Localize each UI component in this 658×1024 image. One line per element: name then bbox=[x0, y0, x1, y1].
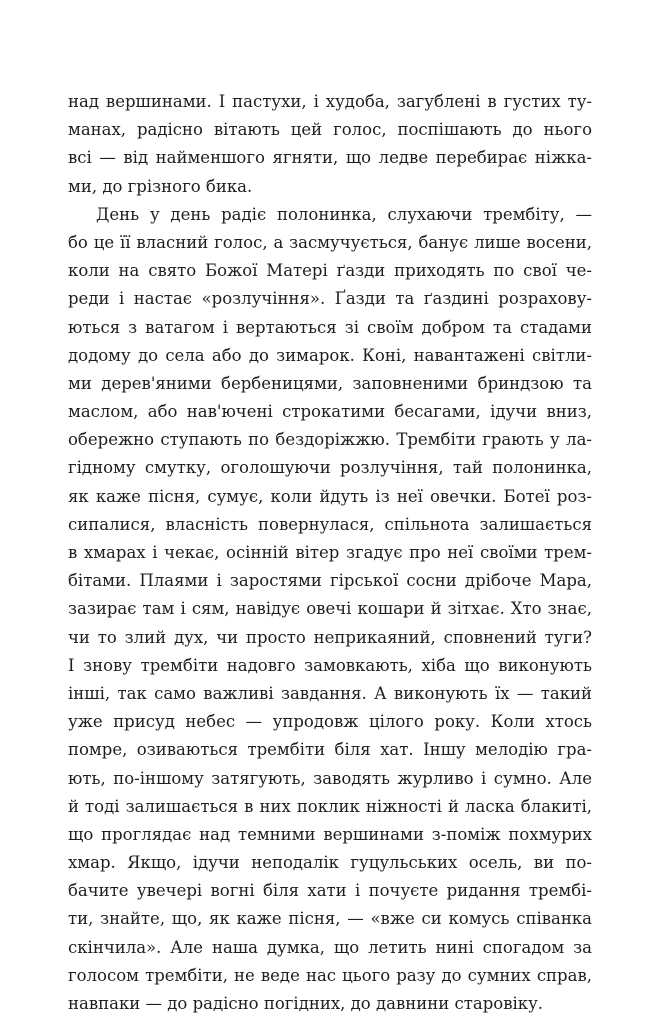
text-line: гідному смутку, оголошуючи розлучіння, тай полонинка, bbox=[68, 458, 592, 478]
text-line: голосом трембіти, не веде нас цього разу до сумних справ, bbox=[68, 965, 592, 985]
text-line: реди і настає «розлучіння». Ґазди та ґаздині розрахову- bbox=[68, 289, 592, 309]
text-line: в хмарах і чекає, осінній вітер згадує про неї своїми трем- bbox=[68, 543, 592, 562]
text-line: навпаки — до радісно погідних, до давнини старовіку. bbox=[68, 994, 544, 1013]
text-line: інші, так само важливі завдання. А виконують їх — такий bbox=[68, 683, 592, 703]
text-line: бачите увечері вогні біля хати і почуєте ридання трембі- bbox=[68, 881, 592, 901]
text-line: всі — від найменшого ягняти, що ледве перебирає ніжка- bbox=[68, 148, 592, 168]
text-line: додому до села або до зимарок. Коні, навантажені світли- bbox=[68, 345, 592, 365]
text-line: маслом, або нав'ючені строкатими бесагами, ідучи вниз, bbox=[68, 402, 592, 422]
text-line: ють, по-іншому затягують, заводять журливо і сумно. Але bbox=[68, 768, 592, 788]
text-line: обережно ступають по бездоріжжю. Трембіти грають у ла- bbox=[68, 430, 592, 450]
text-line: бітами. Плаями і заростями гірської сосни дрібоче Мара, bbox=[68, 571, 592, 591]
text-line: ються з ватагом і вертаються зі своїм добром та стадами bbox=[68, 317, 592, 337]
paragraph bbox=[68, 201, 592, 1018]
text-line: уже присуд небес — упродовж цілого року. Коли хтось bbox=[68, 712, 592, 732]
text-line: скінчила». Але наша думка, що летить нині спогадом за bbox=[68, 937, 592, 957]
text-line: І знову трембіти надовго замовкають, хіба що виконують bbox=[68, 655, 592, 675]
book-page-text bbox=[68, 88, 592, 1018]
text-line: що проглядає над темними вершинами з-поміж похмурих bbox=[68, 824, 592, 844]
text-line: хмар. Якщо, ідучи неподалік гуцульських осель, ви по- bbox=[68, 853, 592, 873]
text-line: як каже пісня, сумує, коли йдуть із неї овечки. Ботеї роз- bbox=[68, 486, 592, 506]
text-line: помре, озиваються трембіти біля хат. Іншу мелодію гра- bbox=[68, 740, 592, 760]
text-line: бо це її власний голос, а засмучується, банує лише восени, bbox=[68, 232, 592, 252]
text-line: ти, знайте, що, як каже пісня, — «вже си комусь співанка bbox=[68, 909, 592, 929]
text-line: манах, радісно вітають цей голос, поспішають до нього bbox=[68, 120, 592, 140]
text-line: ми, до грізного бика. bbox=[68, 176, 253, 196]
text-line: коли на свято Божої Матері ґазди приходять по свої че- bbox=[68, 261, 592, 281]
text-line: сипалися, власність повернулася, спільнота залишається bbox=[68, 514, 592, 534]
paragraph bbox=[68, 88, 592, 201]
text-line: чи то злий дух, чи просто неприкаяний, сповнений туги? bbox=[68, 627, 592, 647]
text-line: зазирає там і сям, навідує овечі кошари й зітхає. Хто знає, bbox=[68, 599, 592, 619]
text-line: День у день радіє полонинка, слухаючи трембіту, — bbox=[96, 204, 592, 224]
text-line: над вершинами. І пастухи, і худоба, загублені в густих ту- bbox=[68, 92, 592, 111]
text-line: й тоді залишається в них поклик ніжності й ласка блакиті, bbox=[68, 796, 592, 816]
text-line: ми дерев'яними бербеницями, заповненими бриндзою та bbox=[68, 373, 592, 393]
